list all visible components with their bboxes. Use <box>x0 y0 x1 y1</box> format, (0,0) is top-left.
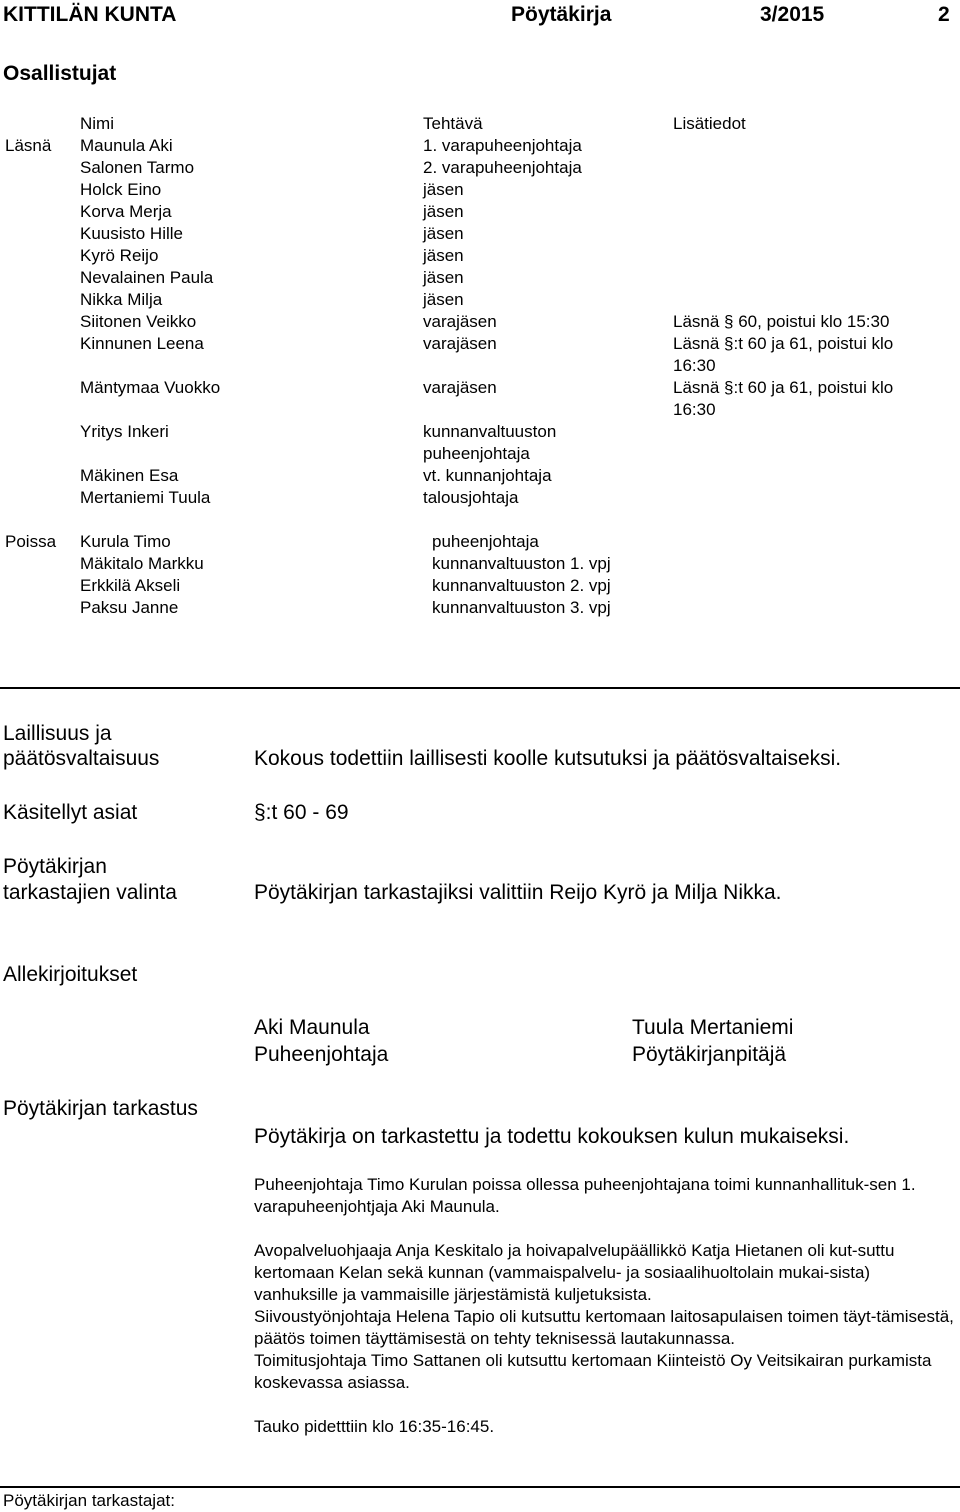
participants-heading: Osallistujat <box>3 62 117 85</box>
items-label: Käsitellyt asiat <box>3 801 138 824</box>
participant-role: jäsen <box>423 290 464 309</box>
note-text: Tauko pidetttiin klo 16:35-16:45. <box>254 1417 495 1436</box>
participant-name: Siitonen Veikko <box>80 312 197 331</box>
note-text: Avopalveluohjaaja Anja Keskitalo ja hoivapalvelupäällikkö Katja Hietanen oli kut-suttu kertomaan Kelan sekä kunnan (vammaispalvelu- ja sosiaalihuoltolain mukai-sista) vanhuksille ja vammaisille järjestämistä kuljetuksista. <box>254 1241 895 1304</box>
absent-name: Mäkitalo Markku <box>80 554 204 573</box>
participant-name: Holck Eino <box>80 180 162 199</box>
absent-name: Erkkilä Akseli <box>80 576 181 595</box>
column-header-name: Nimi <box>80 114 114 133</box>
participant-name: Kuusisto Hille <box>80 224 183 243</box>
participant-name: Nevalainen Paula <box>80 268 214 287</box>
signer-2-title: Pöytäkirjanpitäjä <box>632 1043 787 1066</box>
note-text: Siivoustyönjohtaja Helena Tapio oli kutsuttu kertomaan laitosapulaisen toimen täyt-tämisestä, päätös toimen täyttämisestä on tehty teknisessä lautakunnassa. <box>254 1307 954 1348</box>
absent-role: kunnanvaltuuston 2. vpj <box>432 576 611 595</box>
participant-name: Maunula Aki <box>80 136 173 155</box>
signer-2-name: Tuula Mertaniemi <box>632 1016 794 1039</box>
participant-name: Mäntymaa Vuokko <box>80 378 221 397</box>
note-text: Toimitusjohtaja Timo Sattanen oli kutsuttu kertomaan Kiinteistö Oy Veitsikairan purkamista koskevassa asiassa. <box>254 1351 932 1392</box>
page-number: 2 <box>938 3 950 26</box>
footer-divider <box>0 1486 960 1488</box>
participant-name: Kinnunen Leena <box>80 334 204 353</box>
participant-name: Korva Merja <box>80 202 172 221</box>
participant-info-cont: 16:30 <box>673 356 716 375</box>
section-divider <box>0 687 960 689</box>
participant-role: jäsen <box>423 180 464 199</box>
document-number: 3/2015 <box>760 3 825 26</box>
participant-role: varajäsen <box>423 334 497 353</box>
participant-role: jäsen <box>423 202 464 221</box>
participant-role: 2. varapuheenjohtaja <box>423 158 582 177</box>
participant-role: vt. kunnanjohtaja <box>423 466 552 485</box>
participant-role: jäsen <box>423 268 464 287</box>
column-header-info: Lisätiedot <box>673 114 746 133</box>
participant-info: Läsnä § 60, poistui klo 15:30 <box>673 312 890 331</box>
present-label: Läsnä <box>5 136 52 155</box>
participant-name: Nikka Milja <box>80 290 163 309</box>
participant-role: varajäsen <box>423 378 497 397</box>
note-text: Puheenjohtaja Timo Kurulan poissa ollessa puheenjohtajana toimi kunnanhallituk-sen 1. varapuheenjohtjaja Aki Maunula. <box>254 1175 916 1216</box>
participant-role: jäsen <box>423 224 464 243</box>
checkers-text: Pöytäkirjan tarkastajiksi valittiin Reijo Kyrö ja Milja Nikka. <box>254 881 782 904</box>
note-block <box>254 1240 954 1394</box>
legality-text: Kokous todettiin laillisesti koolle kutsutuksi ja päätösvaltaiseksi. <box>254 747 842 770</box>
review-label: Pöytäkirjan tarkastus <box>3 1097 198 1120</box>
note-paragraph <box>254 1174 954 1218</box>
checkers-label-cont: tarkastajien valinta <box>3 881 177 904</box>
signer-1-name: Aki Maunula <box>254 1016 370 1039</box>
items-text: §:t 60 - 69 <box>254 801 349 824</box>
note-paragraph <box>254 1416 954 1438</box>
participant-name: Salonen Tarmo <box>80 158 195 177</box>
municipality-name: KITTILÄN KUNTA <box>3 3 177 26</box>
absent-label: Poissa <box>5 532 57 551</box>
participant-name: Mertaniemi Tuula <box>80 488 211 507</box>
signer-1-title: Puheenjohtaja <box>254 1043 389 1066</box>
participant-name: Mäkinen Esa <box>80 466 179 485</box>
checkers-label: Pöytäkirjan <box>3 855 107 878</box>
absent-role: kunnanvaltuuston 1. vpj <box>432 554 611 573</box>
participant-role: 1. varapuheenjohtaja <box>423 136 582 155</box>
participant-role: varajäsen <box>423 312 497 331</box>
legality-label-cont: päätösvaltaisuus <box>3 747 160 770</box>
participant-name: Kyrö Reijo <box>80 246 159 265</box>
absent-role: kunnanvaltuuston 3. vpj <box>432 598 611 617</box>
review-text: Pöytäkirja on tarkastettu ja todettu kokouksen kulun mukaiseksi. <box>254 1125 850 1148</box>
column-header-role: Tehtävä <box>423 114 483 133</box>
participant-role-cont: puheenjohtaja <box>423 444 530 463</box>
participant-name: Yritys Inkeri <box>80 422 169 441</box>
participant-info: Läsnä §:t 60 ja 61, poistui klo <box>673 334 894 353</box>
participant-role: jäsen <box>423 246 464 265</box>
participant-role: talousjohtaja <box>423 488 519 507</box>
participant-info-cont: 16:30 <box>673 400 716 419</box>
participant-role: kunnanvaltuuston <box>423 422 557 441</box>
absent-role: puheenjohtaja <box>432 532 539 551</box>
absent-name: Kurula Timo <box>80 532 171 551</box>
document-type: Pöytäkirja <box>511 3 612 26</box>
absent-name: Paksu Janne <box>80 598 179 617</box>
participant-info: Läsnä §:t 60 ja 61, poistui klo <box>673 378 894 397</box>
signatures-label: Allekirjoitukset <box>3 963 138 986</box>
footer-label: Pöytäkirjan tarkastajat: <box>3 1491 175 1510</box>
legality-label: Laillisuus ja <box>3 722 112 745</box>
